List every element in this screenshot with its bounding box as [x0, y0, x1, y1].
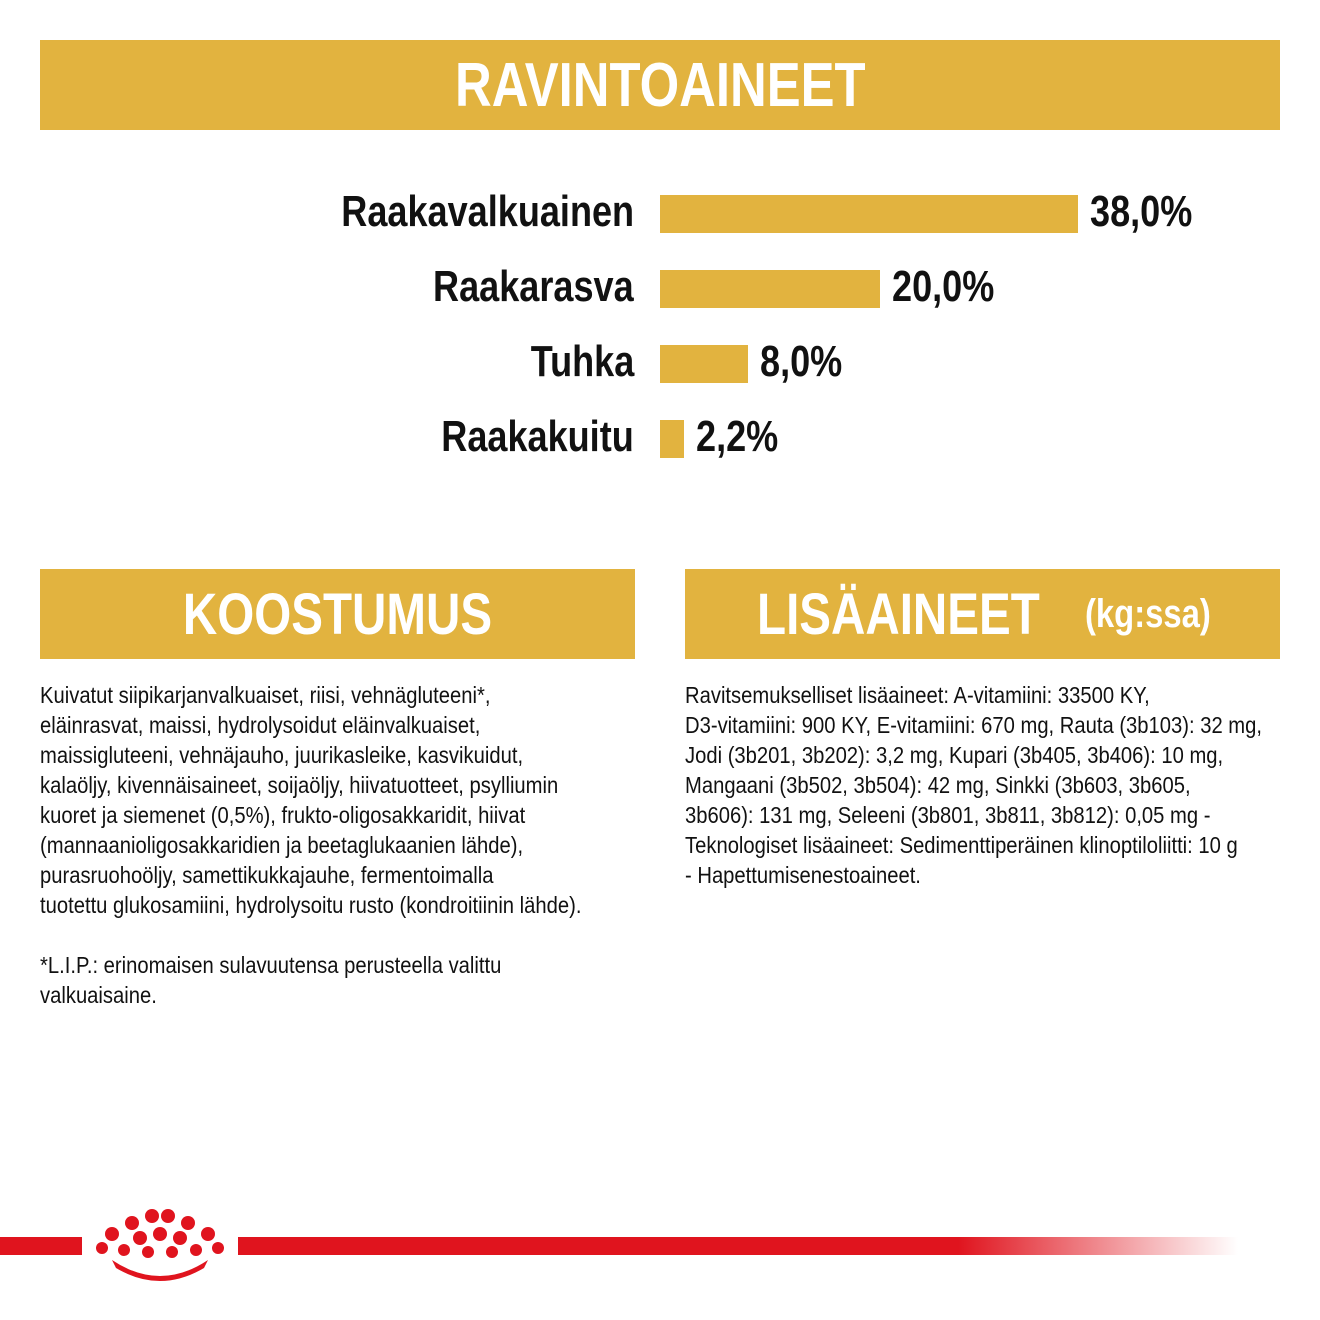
additives-list: Ravitsemukselliset lisäaineet: A-vitamiini: 33500 KY, D3-vitamiini: 900 KY, E-vitamiini: 670 mg, Rauta (3b103): 32 mg, Jodi (3b201, 3b202): 3,2 mg, Kupari (3b405, 3b406): 10 mg, Mangaani (3b502, 3b504): 42 mg, Sinkki (3b603, 3b605, 3b606): 131 mg, Seleeni (3b801, 3b811, 3b812): 0,05 mg - Teknologiset lisäaineet: Sedimenttiperäinen klinoptiloliitti: 10 g - Hapettumisenestoaineet.	[685, 682, 1263, 888]
footer-red-line-right	[238, 1237, 1238, 1255]
bar-mark	[660, 195, 1078, 233]
crown-icon	[92, 1208, 228, 1282]
composition-text-block	[40, 680, 633, 1010]
composition-ingredients: Kuivatut siipikarjanvalkuaiset, riisi, vehnägluteeni*, eläinrasvat, maissi, hydrolysoidut eläinvalkuaiset, maissigluteeni, vehnäjauho, juurikasleike, kasvikuidut, kalaöljy, kivennäisaineet, soijaöljy, hiivatuotteet, psylliumin kuoret ja siemenet (0,5%), frukto-oligosakkaridit, hiivat (mannaanioligosakkaridien ja beetaglukaanien lähde), purasruohoöljy, samettikukkajauhe, fermentoimalla tuotettu glukosamiini, hydrolysoitu rusto (kondroitiinin lähde).	[40, 682, 582, 918]
bar-category-label: Tuhka	[530, 337, 634, 386]
additives-banner	[685, 569, 1280, 659]
bar-value-label: 2,2%	[696, 412, 779, 461]
nutrients-title: RAVINTOAINEET	[454, 50, 866, 120]
additives-title-suffix: (kg:ssa)	[1085, 591, 1211, 636]
footer-red-line-left	[0, 1237, 82, 1255]
bar-value-label: 38,0%	[1090, 187, 1193, 236]
bar-category-label: Raakavalkuainen	[341, 187, 634, 236]
bar-category-label: Raakarasva	[433, 262, 634, 311]
additives-text-block	[685, 680, 1278, 890]
bar-value-label: 20,0%	[892, 262, 995, 311]
bar-mark	[660, 270, 880, 308]
bar-mark	[660, 345, 748, 383]
additives-title: LISÄAINEET	[757, 581, 1041, 647]
bar-value-label: 8,0%	[760, 337, 843, 386]
composition-footnote: *L.I.P.: erinomaisen sulavuutensa perusteella valittu valkuaisaine.	[40, 952, 502, 1008]
nutrients-banner	[40, 40, 1280, 130]
bar-mark	[660, 420, 684, 458]
composition-banner	[40, 569, 635, 659]
composition-title: KOOSTUMUS	[182, 581, 493, 647]
bar-category-label: Raakakuitu	[441, 412, 634, 461]
